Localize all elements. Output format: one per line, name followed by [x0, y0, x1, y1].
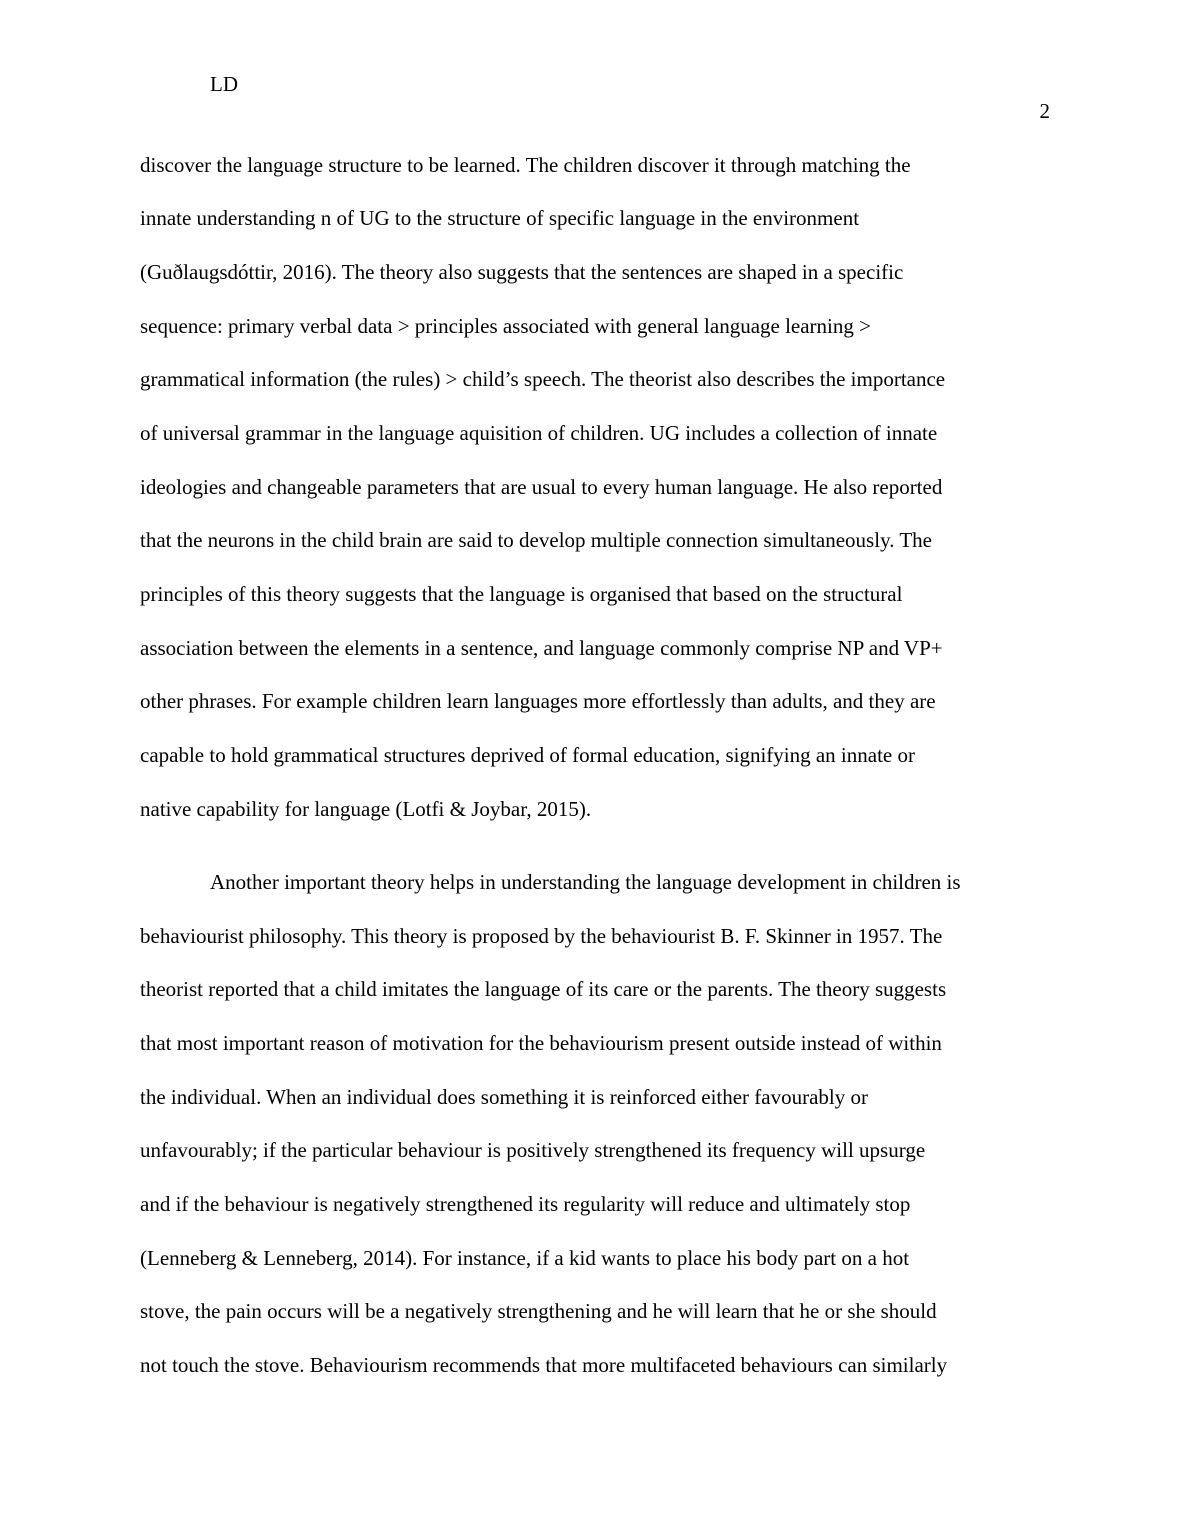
text-line: grammatical information (the rules) > child’s speech. The theorist also describes the importance: [140, 367, 946, 391]
text-line: principles of this theory suggests that the language is organised that based on the structural: [140, 582, 903, 606]
text-line: of universal grammar in the language aquisition of children. UG includes a collection of innate: [140, 421, 938, 445]
text-line: the individual. When an individual does something it is reinforced either favourably or: [140, 1085, 869, 1109]
page-number: 2: [1039, 99, 1050, 123]
text-line: Another important theory helps in understanding the language development in children is: [210, 870, 961, 894]
text-line: capable to hold grammatical structures deprived of formal education, signifying an innate or: [140, 743, 915, 767]
text-line: that the neurons in the child brain are said to develop multiple connection simultaneously. The: [140, 528, 932, 552]
text-line: (Lenneberg & Lenneberg, 2014). For instance, if a kid wants to place his body part on a hot: [140, 1246, 910, 1270]
text-line: association between the elements in a sentence, and language commonly comprise NP and VP+: [140, 636, 943, 660]
text-line: other phrases. For example children learn languages more effortlessly than adults, and they are: [140, 689, 936, 713]
running-head: LD: [210, 72, 238, 96]
text-line: and if the behaviour is negatively strengthened its regularity will reduce and ultimately stop: [140, 1192, 911, 1216]
text-line: theorist reported that a child imitates the language of its care or the parents. The theory suggests: [140, 977, 947, 1001]
text-line: stove, the pain occurs will be a negatively strengthening and he will learn that he or she should: [140, 1299, 937, 1323]
text-line: native capability for language (Lotfi & Joybar, 2015).: [140, 797, 592, 821]
text-line: not touch the stove. Behaviourism recommends that more multifaceted behaviours can similarly: [140, 1353, 948, 1377]
text-line: discover the language structure to be learned. The children discover it through matching the: [140, 153, 911, 177]
text-line: that most important reason of motivation for the behaviourism present outside instead of within: [140, 1031, 942, 1055]
text-line: ideologies and changeable parameters that are usual to every human language. He also reported: [140, 475, 943, 499]
text-line: unfavourably; if the particular behaviour is positively strengthened its frequency will upsurge: [140, 1138, 926, 1162]
text-line: innate understanding n of UG to the structure of specific language in the environment: [140, 206, 860, 230]
text-line: behaviourist philosophy. This theory is proposed by the behaviourist B. F. Skinner in 1957. The: [140, 924, 943, 948]
text-line: (Guðlaugsdóttir, 2016). The theory also suggests that the sentences are shaped in a specific: [140, 260, 904, 284]
text-line: sequence: primary verbal data > principles associated with general language learning >: [140, 314, 871, 338]
